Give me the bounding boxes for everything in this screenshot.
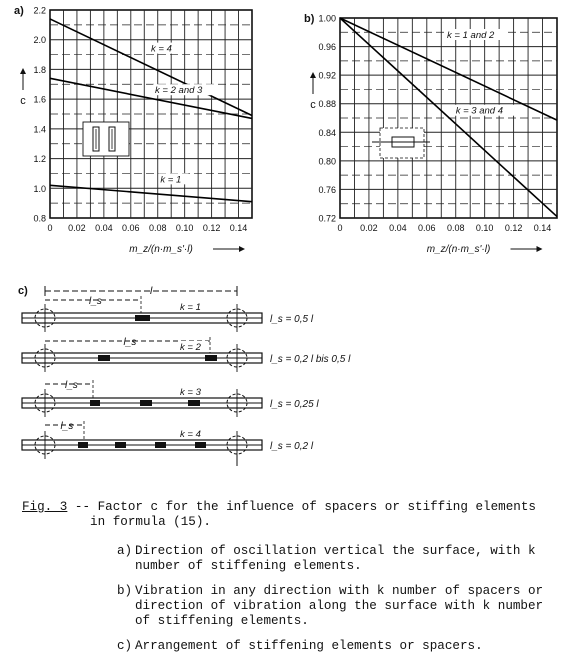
panel-label: a) xyxy=(14,5,24,17)
ratio-label: l_s = 0,5 l xyxy=(270,314,314,325)
x-tick-label: 0.06 xyxy=(418,223,436,233)
spacer-block xyxy=(135,315,150,321)
figure-caption xyxy=(22,500,552,664)
conductor-row-3 xyxy=(22,380,319,417)
y-tick-label: 0.88 xyxy=(318,99,336,110)
ls-label: l_s xyxy=(123,337,137,348)
y-tick-label: 0.84 xyxy=(318,127,336,138)
conductor-row-1 xyxy=(22,296,314,332)
spacer-block xyxy=(205,355,217,361)
x-axis-arrowhead xyxy=(239,246,245,252)
series-label: k = 2 and 3 xyxy=(155,85,203,97)
caption-title: -- Factor c for the influence of spacers or stiffing elements in formula (15). xyxy=(74,500,536,529)
ls-label: l_s xyxy=(89,296,102,307)
x-tick-label: 0.02 xyxy=(68,223,86,233)
panel-c xyxy=(18,285,351,466)
caption-item-a xyxy=(117,544,552,574)
y-tick-label: 0.72 xyxy=(318,213,336,224)
y-tick-label: 1.4 xyxy=(33,124,46,135)
spacer-block xyxy=(90,400,100,406)
x-axis-label: m_z/(n·m_s'·l) xyxy=(129,244,193,255)
spacer-sketch-b xyxy=(372,128,430,158)
y-tick-label: 0.92 xyxy=(318,70,336,81)
x-tick-label: 0 xyxy=(47,223,53,233)
x-tick-label: 0 xyxy=(337,223,343,233)
conductor-row-4 xyxy=(22,421,314,459)
caption-item-c xyxy=(117,639,552,654)
spacer-block xyxy=(115,442,126,448)
x-axis-label: m_z/(n·m_s'·l) xyxy=(426,244,491,255)
series-label: k = 1 and 2 xyxy=(447,30,495,41)
chart-panel-a xyxy=(14,5,252,255)
x-tick-label: 0.04 xyxy=(95,223,113,233)
x-tick-label: 0.06 xyxy=(122,223,140,233)
ratio-label: l_s = 0,2 l xyxy=(270,441,314,452)
spacer-sketch-a xyxy=(83,122,129,156)
y-tick-label: 0.96 xyxy=(318,42,336,53)
sketch-box xyxy=(380,128,424,158)
x-axis-arrowhead xyxy=(537,246,543,252)
spacer-block xyxy=(98,355,110,361)
ratio-label: l_s = 0,2 l bis 0,5 l xyxy=(270,354,351,365)
y-tick-label: 0.76 xyxy=(318,184,336,195)
y-axis-label: c xyxy=(20,95,26,107)
y-tick-label: 2.0 xyxy=(33,35,46,46)
ls-label: l_s xyxy=(60,421,74,432)
y-tick-label: 0.80 xyxy=(318,156,336,167)
conductor-row-2 xyxy=(22,337,351,372)
spacer-block xyxy=(188,400,200,406)
caption-item-letter: a) xyxy=(117,544,133,558)
caption-item-text: Arrangement of stiffening elements or spacers. xyxy=(135,639,483,653)
y-axis-arrowhead xyxy=(20,68,26,74)
k-label: k = 4 xyxy=(180,429,201,440)
spacer-block xyxy=(140,400,152,406)
series-label: k = 4 xyxy=(151,43,172,55)
y-tick-label: 1.8 xyxy=(33,64,46,75)
series-label: k = 1 xyxy=(160,174,182,186)
y-tick-label: 1.00 xyxy=(318,13,336,24)
x-tick-label: 0.10 xyxy=(175,223,194,233)
caption-items xyxy=(117,544,552,654)
sketch-box xyxy=(83,122,129,156)
k-label: k = 2 xyxy=(180,342,201,353)
caption-item-text: Vibration in any direction with k number of spacers or direction of vibration along the surface with k number of stiffening elements. xyxy=(135,584,544,628)
ls-label: l_s xyxy=(65,380,78,391)
spacer-block xyxy=(78,442,88,448)
caption-figure-number: Fig. 3 xyxy=(22,500,68,514)
x-tick-label: 0.04 xyxy=(389,223,407,233)
panel-label: c) xyxy=(18,285,28,297)
x-tick-label: 0.14 xyxy=(533,223,552,233)
x-tick-label: 0.12 xyxy=(202,223,221,233)
caption-item-text: Direction of oscillation vertical the surface, with k number of stiffening elements. xyxy=(135,544,536,573)
x-tick-label: 0.10 xyxy=(475,223,494,233)
panel-label: b) xyxy=(304,13,315,25)
spacer-block xyxy=(155,442,166,448)
y-axis-label: c xyxy=(310,99,316,111)
caption-item-b xyxy=(117,584,552,629)
x-tick-label: 0.14 xyxy=(229,223,248,233)
chart-panel-b xyxy=(304,13,557,255)
k-label: k = 3 xyxy=(180,387,201,398)
caption-item-letter: c) xyxy=(117,639,133,653)
y-tick-label: 1.2 xyxy=(33,154,46,165)
k-label: k = 1 xyxy=(180,302,201,313)
series-label: k = 3 and 4 xyxy=(455,105,504,117)
y-tick-label: 2.2 xyxy=(33,5,46,16)
x-tick-label: 0.08 xyxy=(148,223,167,233)
y-tick-label: 1.0 xyxy=(33,183,46,194)
x-tick-label: 0.02 xyxy=(360,223,378,233)
caption-item-letter: b) xyxy=(117,584,133,598)
length-label: l xyxy=(150,285,153,297)
y-axis-arrowhead xyxy=(310,72,316,78)
x-tick-label: 0.12 xyxy=(504,223,523,233)
x-tick-label: 0.08 xyxy=(446,223,465,233)
ratio-label: l_s = 0,25 l xyxy=(270,399,319,410)
y-tick-label: 1.6 xyxy=(33,94,46,105)
spacer-block xyxy=(195,442,206,448)
y-tick-label: 0.8 xyxy=(33,213,46,224)
